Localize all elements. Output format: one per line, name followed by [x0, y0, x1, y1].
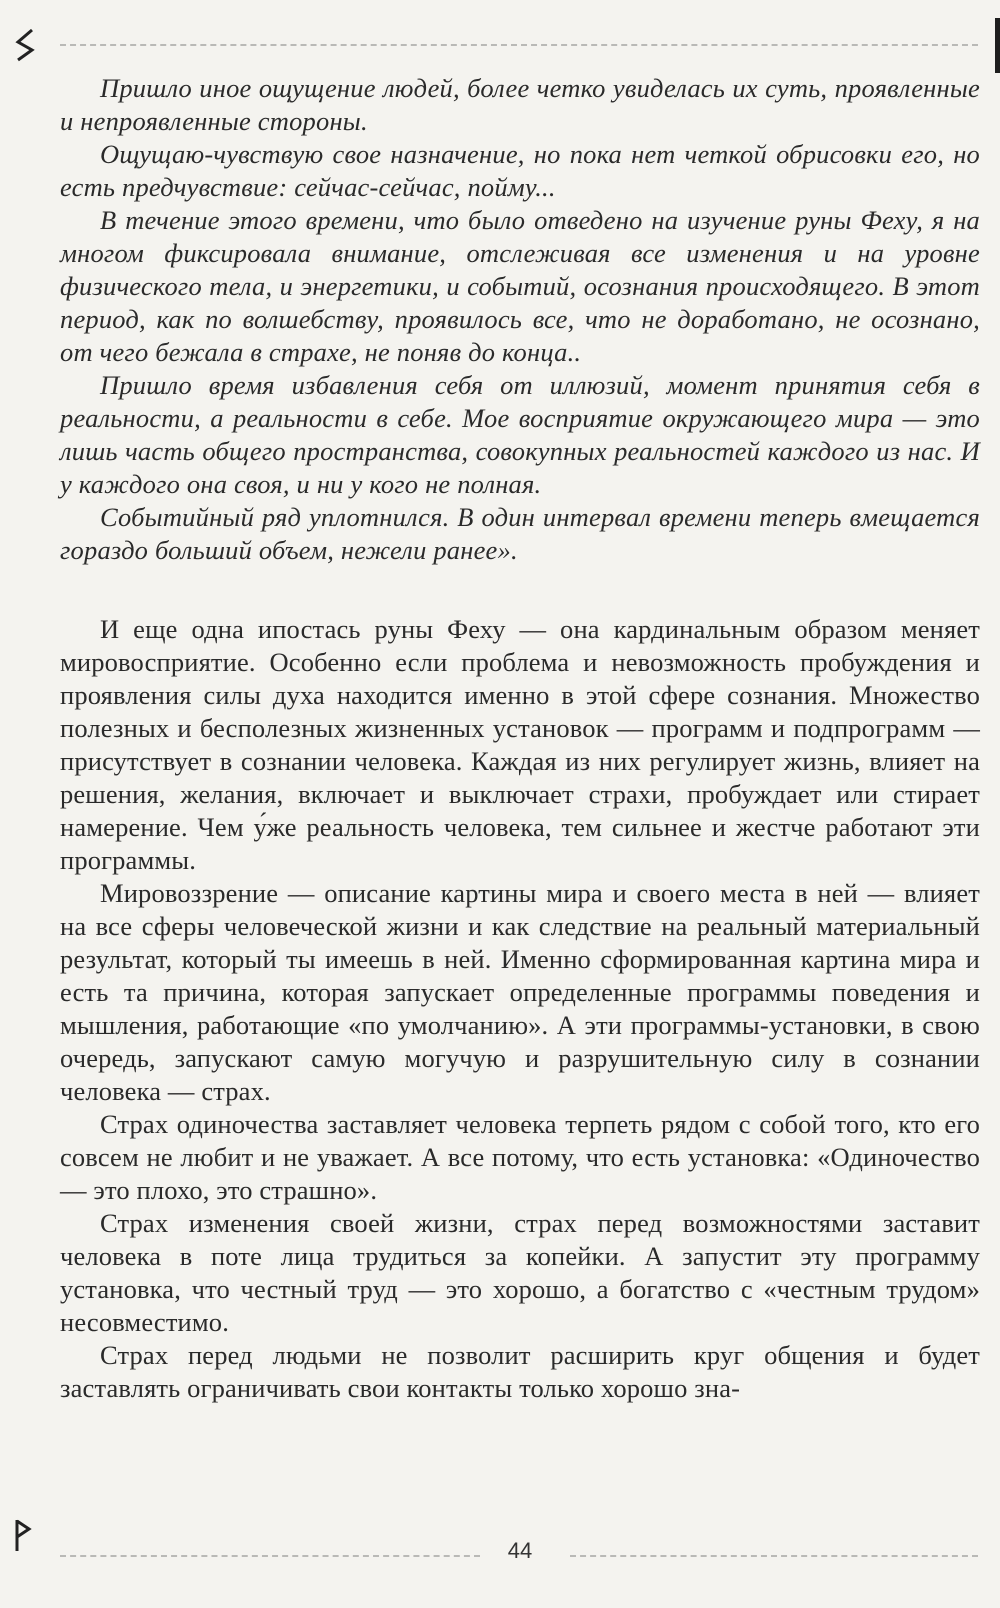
quote-paragraph: Событийный ряд уплотнился. В один интервал времени теперь вмещается гораздо больший объем, нежели ранее». — [60, 502, 980, 565]
body-paragraph: И еще одна ипостась руны Феху — она кардинальным образом меняет мировосприятие. Особенно если проблема и невозможность пробуждения и проявления силы духа находится именно в этой сфере сознания. Множество полезных и бесполезных жизненных установок — программ и подпрограмм — присутствует в сознании человека. Каждая из них регулирует жизнь, влияет на решения, желания, включает и выключает страхи, пробуждает или стирает намерение. Чем у́же реальность человека, тем сильнее и жестче работают эти программы. — [60, 614, 980, 875]
page-number: 44 — [507, 1538, 533, 1563]
footer-divider-left — [60, 1555, 480, 1557]
header-divider — [60, 44, 978, 46]
body-paragraph: Страх перед людьми не позволит расширить круг общения и будет заставлять ограничивать свои контакты только хорошо зна- — [60, 1340, 980, 1403]
quote-paragraph: В течение этого времени, что было отведено на изучение руны Феху, я на многом фиксировала внимание, отслеживая все изменения и на уровне физического тела, и энергетики, и событий, осознания происходящего. В этот период, как по волшебству, проявилось все, что не доработано, не осознано, от чего бежала в страхе, не поняв до конца.. — [60, 205, 980, 367]
quote-paragraph: Пришло время избавления себя от иллюзий, момент принятия себя в реальности, а реальности в себе. Мое восприятие окружающего мира — это лишь часть общего пространства, совокупных реальностей каждого из нас. И у каждого она своя, и ни у кого не полная. — [60, 370, 980, 499]
sowilo-rune-icon — [12, 28, 38, 62]
quote-block — [60, 72, 980, 567]
wunjo-rune-icon — [12, 1518, 34, 1552]
body-paragraph: Мировоззрение — описание картины мира и своего места в ней — влияет на все сферы человеческой жизни и как следствие на реальный материальный результат, который ты имеешь в ней. Именно сформированная картина мира и есть та причина, которая запускает определенные программы поведения и мышления, работающие «по умолчанию». А эти программы-установки, в свою очередь, запускают самую могучую и разрушительную силу в сознании человека — страх. — [60, 878, 980, 1106]
quote-paragraph: Ощущаю-чувствую свое назначение, но пока нет четкой обрисовки его, но есть предчувствие: сейчас-сейчас, пойму... — [60, 139, 980, 202]
quote-paragraph: Пришло иное ощущение людей, более четко увиделась их суть, проявленные и непроявленные стороны. — [60, 73, 980, 136]
body-paragraph: Страх одиночества заставляет человека терпеть рядом с собой того, кто его совсем не любит и не уважает. А все потому, что есть установка: «Одиночество — это плохо, это страшно». — [60, 1109, 980, 1205]
body-block — [60, 613, 980, 1405]
footer-divider-right — [570, 1555, 978, 1557]
page-edge-mark — [995, 18, 1000, 73]
body-paragraph: Страх изменения своей жизни, страх перед возможностями заставит человека в поте лица трудиться за копейки. А запустит эту программу установка, что честный труд — это хорошо, а богатство с «честным трудом» несовместимо. — [60, 1208, 980, 1337]
page-text — [60, 72, 980, 1405]
